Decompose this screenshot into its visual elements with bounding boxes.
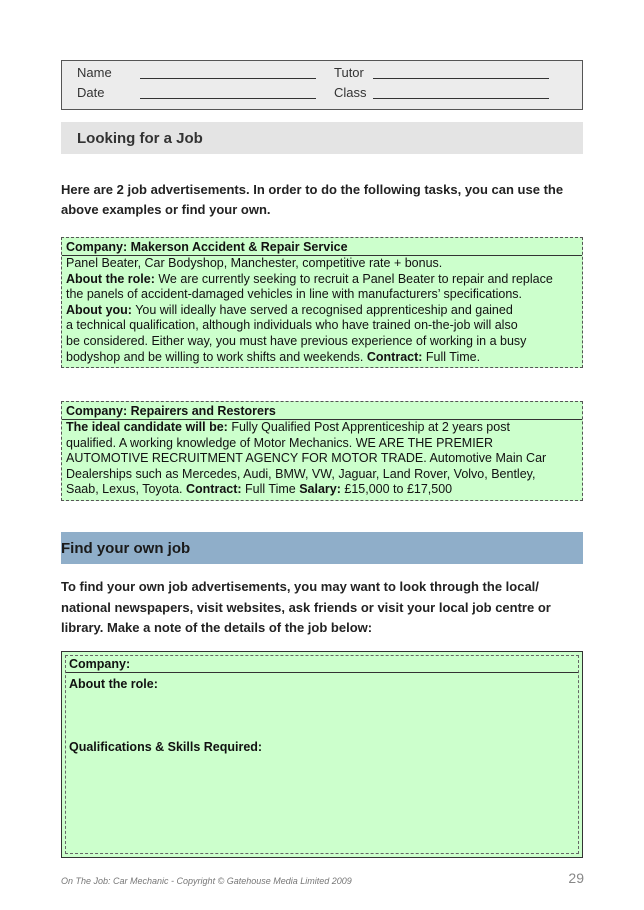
contract-value: Full Time (241, 482, 300, 497)
about-you-label: About you: (66, 302, 132, 317)
ad-body (62, 420, 582, 498)
class-label: Class (334, 85, 367, 100)
ad-body-line: AUTOMOTIVE RECRUITMENT AGENCY FOR MOTOR TRADE. Automotive Main Car (66, 451, 547, 466)
section2-intro (61, 577, 583, 639)
section-heading-looking-for-a-job: Looking for a Job (61, 122, 583, 154)
copyright-footer: On The Job: Car Mechanic - Copyright © Gatehouse Media Limited 2009 (61, 876, 352, 886)
ad-ideal-line (66, 420, 578, 436)
ad-you-line: be considered. Either way, you must have previous experience of working in a busy (66, 333, 527, 348)
intro-line: Here are 2 job advertisements. In order to do the following tasks, you can use the (61, 182, 564, 197)
name-field[interactable] (140, 78, 316, 79)
name-label: Name (77, 65, 112, 80)
about-you-text: You will ideally have served a recognised apprenticeship and gained (131, 302, 513, 317)
tutor-field[interactable] (373, 78, 549, 79)
ideal-candidate-text: Fully Qualified Post Apprenticeship at 2 years post (227, 420, 510, 434)
ad-body-line: Dealerships such as Mercedes, Audi, BMW, VW, Jaguar, Land Rover, Volvo, Bentley, (66, 466, 536, 481)
tutor-label: Tutor (334, 65, 364, 80)
intro-line: above examples or find your own. (61, 202, 271, 217)
date-label: Date (77, 85, 105, 100)
own-skills-field[interactable]: Qualifications & Skills Required: (69, 740, 263, 754)
own-company-field[interactable]: Company: (66, 656, 578, 673)
about-you-text: bodyshop and be willing to work shifts and weekends. (66, 349, 367, 364)
ideal-candidate-label: The ideal candidate will be: (66, 420, 228, 434)
section-heading-find-your-own-job: Find your own job (61, 532, 583, 564)
section1-intro (61, 180, 583, 220)
student-details-box (61, 60, 583, 110)
contract-value: Full Time. (422, 349, 481, 364)
job-ad-makerson (61, 237, 583, 368)
contract-label: Contract: (186, 482, 242, 497)
role-label: About the role: (66, 271, 155, 286)
page-number: 29 (568, 870, 584, 886)
job-ad-repairers-restorers (61, 401, 583, 501)
ad-body-line: qualified. A working knowledge of Motor Mechanics. WE ARE THE PREMIER (66, 435, 494, 450)
ad-company-title: Company: Makerson Accident & Repair Service (62, 238, 582, 256)
contract-label: Contract: (366, 349, 423, 364)
ad-you-line: a technical qualification, although individuals who have trained on-the-job will also (66, 318, 518, 333)
ad-you-line (66, 350, 578, 366)
ad-body (62, 256, 582, 365)
salary-label: Salary: (299, 482, 341, 497)
ad-summary: Panel Beater, Car Bodyshop, Manchester, competitive rate + bonus. (66, 256, 443, 270)
intro-line: national newspapers, visit websites, ask friends or visit your local job centre or (61, 599, 551, 615)
ad-you-line (66, 303, 578, 319)
role-text: We are currently seeking to recruit a Panel Beater to repair and replace (154, 271, 553, 286)
own-job-form (61, 651, 583, 858)
salary-value: £15,000 to £17,500 (340, 482, 453, 497)
date-field[interactable] (140, 98, 316, 99)
ad-text: Saab, Lexus, Toyota. (66, 482, 186, 497)
ad-company-title: Company: Repairers and Restorers (62, 402, 582, 420)
intro-line: library. Make a note of the details of the job below: (61, 620, 373, 635)
class-field[interactable] (373, 98, 549, 99)
ad-body-line (66, 482, 578, 498)
ad-role-line (66, 272, 578, 288)
own-role-field[interactable]: About the role: (69, 677, 158, 691)
ad-role-line: the panels of accident-damaged vehicles in line with manufacturers’ specifications. (66, 287, 523, 302)
own-job-inner (65, 655, 579, 854)
intro-line: To find your own job advertisements, you may want to look through the local/ (61, 579, 539, 594)
